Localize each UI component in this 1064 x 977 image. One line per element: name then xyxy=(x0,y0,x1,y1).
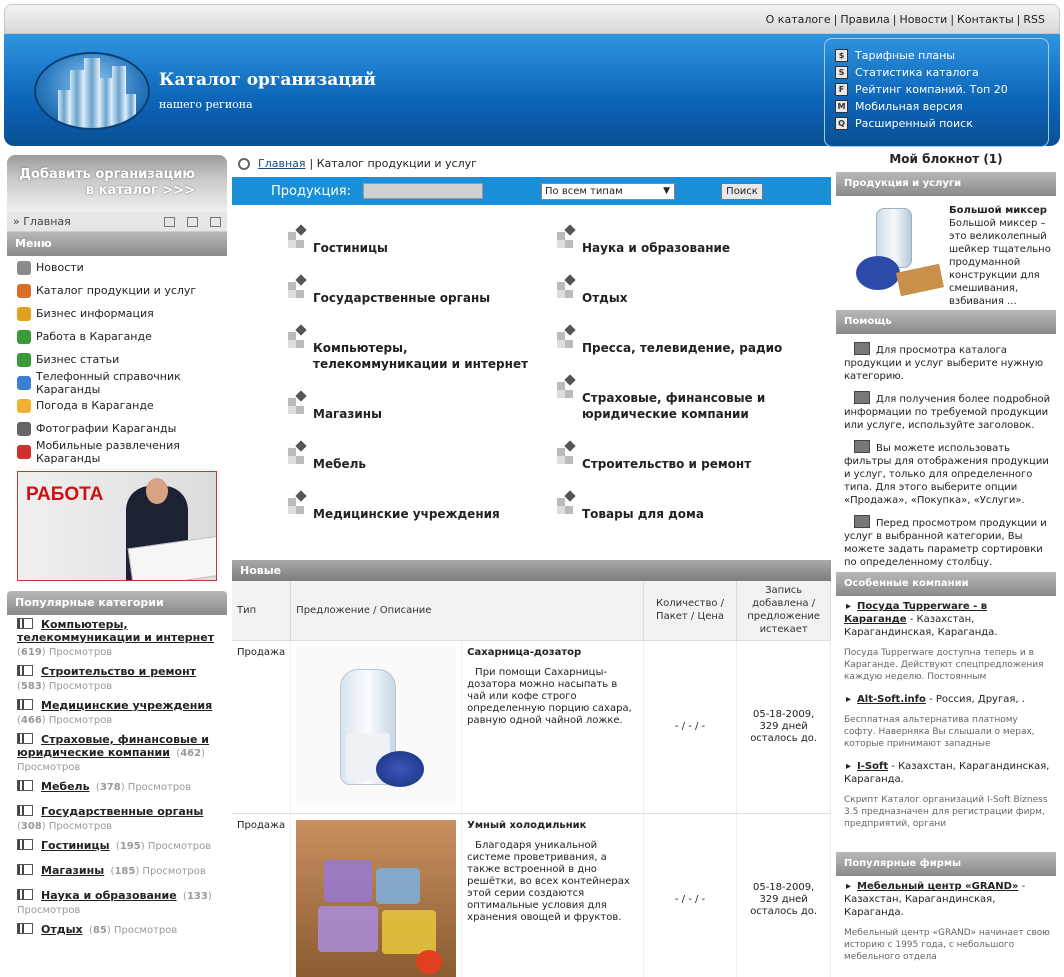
menu-item[interactable] xyxy=(7,279,227,302)
view-count-number: 466 xyxy=(20,715,42,726)
view-count-label: Просмотров xyxy=(113,925,178,936)
add-button-line2: в каталог >>> xyxy=(85,183,195,198)
popular-category-item xyxy=(7,615,227,662)
chart-icon xyxy=(17,699,33,710)
view-count: (378) Просмотров xyxy=(89,782,192,793)
menu-item-label: Фотографии Караганды xyxy=(36,422,177,435)
view-count-label: Просмотров xyxy=(48,821,113,832)
popular-category-item xyxy=(7,886,227,920)
bullet-icon: ▸ xyxy=(846,601,852,612)
breadcrumb-home[interactable]: Главная xyxy=(258,157,306,170)
category-label[interactable]: Государственные органы xyxy=(313,291,491,305)
product-image-sugar[interactable] xyxy=(296,647,456,807)
category-item[interactable] xyxy=(286,274,536,306)
view-count: (462) Просмотров xyxy=(17,748,205,773)
camera-icon xyxy=(17,422,31,436)
table-row[interactable] xyxy=(232,640,831,813)
products-header: Продукция и услуги xyxy=(836,172,1056,196)
breadcrumb-separator: | xyxy=(309,157,317,170)
quick-link-mobile[interactable] xyxy=(835,98,1048,115)
chart-icon xyxy=(17,839,33,850)
cart-icon xyxy=(17,284,31,298)
chart-icon xyxy=(17,665,33,676)
bookmark-icon[interactable] xyxy=(187,217,198,227)
add-button-line1: Добавить организацию xyxy=(19,167,195,182)
mixer-image[interactable] xyxy=(846,204,946,298)
popular-category-link[interactable]: Компьютеры, телекоммуникации и интернет xyxy=(17,618,215,644)
special-company-location: - Россия, Другая, . xyxy=(925,694,1025,705)
row-date: 05-18-2009, xyxy=(752,708,815,720)
special-companies-list xyxy=(836,596,1056,852)
new-offers-table xyxy=(232,581,831,977)
row-type: Продажа xyxy=(232,813,291,977)
view-count-number: 583 xyxy=(20,681,42,692)
category-icon xyxy=(286,324,308,348)
chart-icon xyxy=(17,780,33,791)
popular-category-item xyxy=(7,861,227,886)
view-count-number: 195 xyxy=(119,841,141,852)
view-count-label: Просмотров xyxy=(127,782,192,793)
popular-category-link[interactable]: Страховые, финансовые и юридические компании xyxy=(17,733,210,759)
category-item[interactable] xyxy=(286,490,536,522)
quick-link-label: Тарифные планы xyxy=(855,49,955,62)
featured-product xyxy=(836,196,1056,310)
new-offers-header: Новые xyxy=(232,560,831,581)
top-links: О каталоге | Правила | Новости | Контакты | RSS xyxy=(765,13,1045,26)
popular-category-link[interactable]: Строительство и ремонт xyxy=(41,665,197,678)
special-companies-header: Особенные компании xyxy=(836,572,1056,596)
help-paragraph xyxy=(836,387,1056,436)
quick-link-rating[interactable] xyxy=(835,81,1048,98)
search-icon: Q xyxy=(835,117,848,130)
type-select-value: По всем типам xyxy=(545,185,623,197)
row-date-cell xyxy=(737,813,831,977)
quick-link-stats[interactable] xyxy=(835,64,1048,81)
menu-item-label: Бизнес статьи xyxy=(36,353,120,366)
category-label[interactable]: Гостиницы xyxy=(313,241,388,255)
weather-icon xyxy=(17,399,31,413)
popular-categories-header: Популярные категории xyxy=(7,591,227,615)
popular-firm-link[interactable]: Мебельный центр «GRAND» xyxy=(857,881,1019,892)
view-count-label: Просмотров xyxy=(48,715,113,726)
view-count-label: Просмотров xyxy=(142,866,206,877)
add-organization-button[interactable] xyxy=(7,155,227,212)
rating-icon: F xyxy=(835,83,848,96)
category-icon xyxy=(555,490,577,514)
chart-icon xyxy=(17,618,33,629)
target-icon xyxy=(238,158,250,170)
popular-firm xyxy=(836,876,1056,921)
category-icon xyxy=(286,490,308,514)
notebook-link[interactable]: Мой блокнот (1) xyxy=(889,152,1003,166)
menu-item[interactable] xyxy=(7,394,227,417)
popular-category-link[interactable]: Государственные органы xyxy=(41,805,204,818)
menu-item-label: Погода в Караганде xyxy=(36,399,154,412)
popular-firms-header: Популярные фирмы xyxy=(836,852,1056,876)
view-count-number: 185 xyxy=(114,866,136,877)
category-item[interactable] xyxy=(286,224,536,256)
special-company-location: - Казахстан, Карагандинская, Караганда. xyxy=(844,761,1050,785)
popular-firm-desc: Мебельный центр «GRAND» начинает свою историю с 1995 года, с небольшого мебельного отдела xyxy=(844,928,1050,962)
category-label[interactable]: Отдых xyxy=(582,291,628,305)
row-date: 05-18-2009, xyxy=(752,881,815,893)
quick-link-tariffs[interactable] xyxy=(835,47,1048,64)
special-company-desc: Бесплатная альтернатива платному софту. Наверняка Вы слышали о мерах, которые принимают западные xyxy=(844,715,1035,749)
top-link-contacts[interactable]: Контакты xyxy=(957,13,1014,26)
row-desc: При помощи Сахарницы-дозатора можно насыпать в чай или кофе строго определенную порцию сахара, равную одной чайной ложке. xyxy=(467,666,632,726)
home-icon[interactable] xyxy=(164,217,175,227)
search-input[interactable] xyxy=(363,183,483,199)
col-offer: Предложение / Описание xyxy=(291,581,644,640)
popular-category-item xyxy=(7,777,227,802)
view-count: (185) Просмотров xyxy=(104,866,206,877)
special-company-link[interactable]: I-Soft xyxy=(857,761,889,772)
featured-product-text xyxy=(949,204,1052,306)
popular-firm-location: - Казахстан, Карагандинская, Караганда. xyxy=(844,881,1026,918)
quick-link-label: Мобильная версия xyxy=(855,100,963,113)
category-item[interactable] xyxy=(555,440,805,472)
popular-list xyxy=(7,615,227,945)
main-menu xyxy=(7,256,227,463)
quick-link-search[interactable] xyxy=(835,115,1048,132)
popular-category-link[interactable]: Медицинские учреждения xyxy=(41,699,213,712)
bullet-icon: ▸ xyxy=(846,761,852,772)
chart-icon xyxy=(17,733,33,744)
menu-header: Меню xyxy=(7,232,227,256)
mail-icon[interactable] xyxy=(210,217,221,227)
job-banner[interactable] xyxy=(17,471,217,581)
special-company xyxy=(836,689,1056,708)
quick-link-label: Статистика каталога xyxy=(855,66,979,79)
chart-icon xyxy=(17,864,33,875)
view-count: (308) Просмотров xyxy=(17,807,207,832)
category-label[interactable]: Магазины xyxy=(313,407,382,421)
category-label[interactable]: Пресса, телевидение, радио xyxy=(582,341,783,355)
menu-item[interactable] xyxy=(7,371,227,394)
breadcrumb-current: Каталог продукции и услуг xyxy=(316,157,477,170)
bullet-icon: ▸ xyxy=(846,694,852,705)
phone-icon xyxy=(17,445,31,459)
view-count: (583) Просмотров xyxy=(17,667,200,692)
view-count: (466) Просмотров xyxy=(17,701,216,726)
popular-category-link[interactable]: Гостиницы xyxy=(41,839,110,852)
popular-category-link[interactable]: Магазины xyxy=(41,864,105,877)
view-count-label: Просмотров xyxy=(48,647,113,658)
site-subtitle: нашего региона xyxy=(159,98,253,111)
site-logo[interactable] xyxy=(34,52,150,130)
chart-icon xyxy=(17,805,33,816)
view-count-number: 462 xyxy=(180,748,202,759)
category-icon xyxy=(555,374,577,398)
view-count: (85) Просмотров xyxy=(82,925,178,936)
category-icon xyxy=(555,324,577,348)
search-label: Продукция: xyxy=(271,183,352,199)
chart-icon xyxy=(17,923,33,934)
view-count-number: 85 xyxy=(92,925,107,936)
search-people-icon xyxy=(17,330,31,344)
row-desc: Благодаря уникальной системе проветривания, а также встроенной в дно решётки, во всех контейнерах этой серии создаются оптимальные условия для хранения овощей и фруктов. xyxy=(467,839,630,923)
special-company-desc: Скрипт Каталог организаций I-Soft Bizness 3.5 предназначен для регистрации фирм, предприятий, органи xyxy=(844,795,1048,829)
menu-item[interactable] xyxy=(7,417,227,440)
top-bar xyxy=(4,4,1060,34)
bullet-icon: ▸ xyxy=(846,881,852,892)
help-paragraph xyxy=(836,338,1056,387)
category-item[interactable] xyxy=(286,324,536,372)
quick-links-panel xyxy=(824,38,1049,147)
category-icon xyxy=(555,224,577,248)
help-paragraph xyxy=(836,436,1056,511)
row-description xyxy=(462,640,644,813)
search-button[interactable]: Поиск xyxy=(721,183,763,200)
search-bar xyxy=(232,177,831,205)
popular-category-item xyxy=(7,836,227,861)
menu-item[interactable] xyxy=(7,348,227,371)
view-count: (619) Просмотров xyxy=(17,633,218,658)
help-paragraph xyxy=(836,511,1056,573)
note-icon xyxy=(854,342,870,355)
home-link[interactable]: » Главная xyxy=(13,215,71,228)
menu-item[interactable] xyxy=(7,256,227,279)
category-item[interactable] xyxy=(555,324,805,356)
dollar-icon xyxy=(17,353,31,367)
view-count-label: Просмотров xyxy=(17,905,81,916)
special-company-link[interactable]: Посуда Tupperware - в Караганде xyxy=(844,601,988,625)
breadcrumb xyxy=(238,157,477,170)
popular-category-item xyxy=(7,662,227,696)
top-link-about[interactable]: О каталоге xyxy=(765,13,831,26)
view-count-number: 308 xyxy=(20,821,42,832)
view-count-label: Просмотров xyxy=(17,762,81,773)
home-bar xyxy=(7,212,227,232)
quick-link-label: Рейтинг компаний. Топ 20 xyxy=(855,83,1008,96)
row-description xyxy=(462,813,644,977)
popular-category-item xyxy=(7,696,227,730)
row-image-cell xyxy=(291,813,462,977)
menu-item[interactable] xyxy=(7,302,227,325)
row-title[interactable]: Умный холодильник xyxy=(467,819,587,831)
category-label[interactable]: Страховые, финансовые и юридические компании xyxy=(582,391,766,421)
help-list xyxy=(836,334,1056,572)
category-icon xyxy=(555,274,577,298)
view-count-number: 378 xyxy=(99,782,121,793)
category-icon xyxy=(286,440,308,464)
dollar-icon: $ xyxy=(835,49,848,62)
view-count: (133) Просмотров xyxy=(17,891,212,916)
row-date-cell xyxy=(737,640,831,813)
news-icon xyxy=(17,261,31,275)
category-icon xyxy=(555,440,577,464)
view-count-number: 133 xyxy=(186,891,208,902)
type-select[interactable] xyxy=(541,183,675,200)
category-item[interactable] xyxy=(555,490,805,522)
category-label[interactable]: Строительство и ремонт xyxy=(582,457,752,471)
help-text: Перед просмотром продукции и услуг в выбранной категории, Вы можете задать параметр сортировки по определенному столбцу. xyxy=(844,518,1047,568)
help-header: Помощь xyxy=(836,310,1056,334)
category-label[interactable]: Мебель xyxy=(313,457,366,471)
left-column xyxy=(7,155,227,945)
category-item[interactable] xyxy=(286,390,536,422)
category-label[interactable]: Компьютеры, телекоммуникации и интернет xyxy=(313,341,529,371)
category-label[interactable]: Медицинские учреждения xyxy=(313,507,500,521)
popular-category-item xyxy=(7,802,227,836)
site-title: Каталог организаций xyxy=(159,70,377,90)
row-qty: - / - / - xyxy=(643,813,736,977)
banner-text: РАБОТА xyxy=(26,484,104,505)
menu-item[interactable] xyxy=(7,325,227,348)
right-column xyxy=(836,148,1056,969)
help-text: Вы можете использовать фильтры для отображения продукции и услуг, только для определенного типа. Для этого выберите опции «Продажа», «Покупка», «Услуги». xyxy=(844,443,1049,506)
help-text: Для просмотра каталога продукции и услуг выберите нужную категорию. xyxy=(844,345,1044,382)
row-remaining: 329 дней осталось до. xyxy=(750,720,818,744)
help-text: Для получения более подробной информации по требуемой продукции или услуге, используйте заголовок. xyxy=(844,394,1051,431)
category-icon xyxy=(286,274,308,298)
book-icon xyxy=(17,376,31,390)
popular-category-link[interactable]: Мебель xyxy=(41,780,90,793)
quick-link-label: Расширенный поиск xyxy=(855,117,973,130)
people-icon xyxy=(17,307,31,321)
view-count-label: Просмотров xyxy=(147,841,212,852)
product-image-fridge[interactable] xyxy=(296,820,456,977)
top-link-rules[interactable]: Правила xyxy=(840,13,890,26)
menu-item-label: Бизнес информация xyxy=(36,307,154,320)
menu-item-label: Новости xyxy=(36,261,84,274)
category-item[interactable] xyxy=(286,440,536,472)
top-link-news[interactable]: Новости xyxy=(899,13,948,26)
category-icon xyxy=(286,224,308,248)
row-title[interactable]: Сахарница-дозатор xyxy=(467,646,582,658)
note-icon xyxy=(854,391,870,404)
menu-item-label: Мобильные развлечения Караганды xyxy=(36,438,180,465)
view-count-number: 619 xyxy=(20,647,42,658)
category-label[interactable]: Товары для дома xyxy=(582,507,704,521)
row-type: Продажа xyxy=(232,640,291,813)
chart-icon xyxy=(17,889,33,900)
col-qty: Количество / Пакет / Цена xyxy=(643,581,736,640)
note-icon xyxy=(854,515,870,528)
special-company-location: - Казахстан, Карагандинская, Караганда. xyxy=(844,614,998,638)
view-count-label: Просмотров xyxy=(48,681,113,692)
stats-icon: S xyxy=(835,66,848,79)
popular-categories xyxy=(7,591,227,945)
menu-item[interactable] xyxy=(7,440,227,463)
menu-item-label: Работа в Караганде xyxy=(36,330,152,343)
popular-category-item xyxy=(7,920,227,945)
special-company xyxy=(836,596,1056,641)
special-company xyxy=(836,756,1056,788)
category-item[interactable] xyxy=(555,274,805,306)
category-item[interactable] xyxy=(555,374,805,422)
featured-product-desc: Большой миксер – это великолепный шейкер тщательно продуманной конструкции для смешивания, взбивания ... xyxy=(949,218,1051,307)
special-company-desc: Посуда Tupperware доступна теперь и в Караганде. Действуют спецпредложения каждую неделю. Постоянным xyxy=(844,648,1044,682)
category-label[interactable]: Наука и образование xyxy=(582,241,731,255)
menu-item-label: Телефонный справочник Караганды xyxy=(36,369,181,396)
featured-product-title[interactable]: Большой миксер xyxy=(949,205,1047,216)
chevron-down-icon: ▼ xyxy=(663,185,671,196)
menu-item-label: Каталог продукции и услуг xyxy=(36,284,197,297)
row-remaining: 329 дней осталось до. xyxy=(750,893,818,917)
site-header xyxy=(4,34,1060,146)
popular-category-item xyxy=(7,730,227,777)
note-icon xyxy=(854,440,870,453)
top-link-rss[interactable]: RSS xyxy=(1023,13,1045,26)
col-type: Тип xyxy=(232,581,291,640)
row-image-cell xyxy=(291,640,462,813)
table-row[interactable] xyxy=(232,813,831,977)
businessman-face xyxy=(146,478,168,504)
popular-category-link[interactable]: Наука и образование xyxy=(41,889,177,902)
mobile-icon: M xyxy=(835,100,848,113)
special-company-link[interactable]: Alt-Soft.info xyxy=(857,694,926,705)
col-added: Запись добавлена / предложение истекает xyxy=(737,581,831,640)
row-qty: - / - / - xyxy=(643,640,736,813)
category-icon xyxy=(286,390,308,414)
category-item[interactable] xyxy=(555,224,805,256)
popular-category-link[interactable]: Отдых xyxy=(41,923,83,936)
view-count: (195) Просмотров xyxy=(109,841,212,852)
